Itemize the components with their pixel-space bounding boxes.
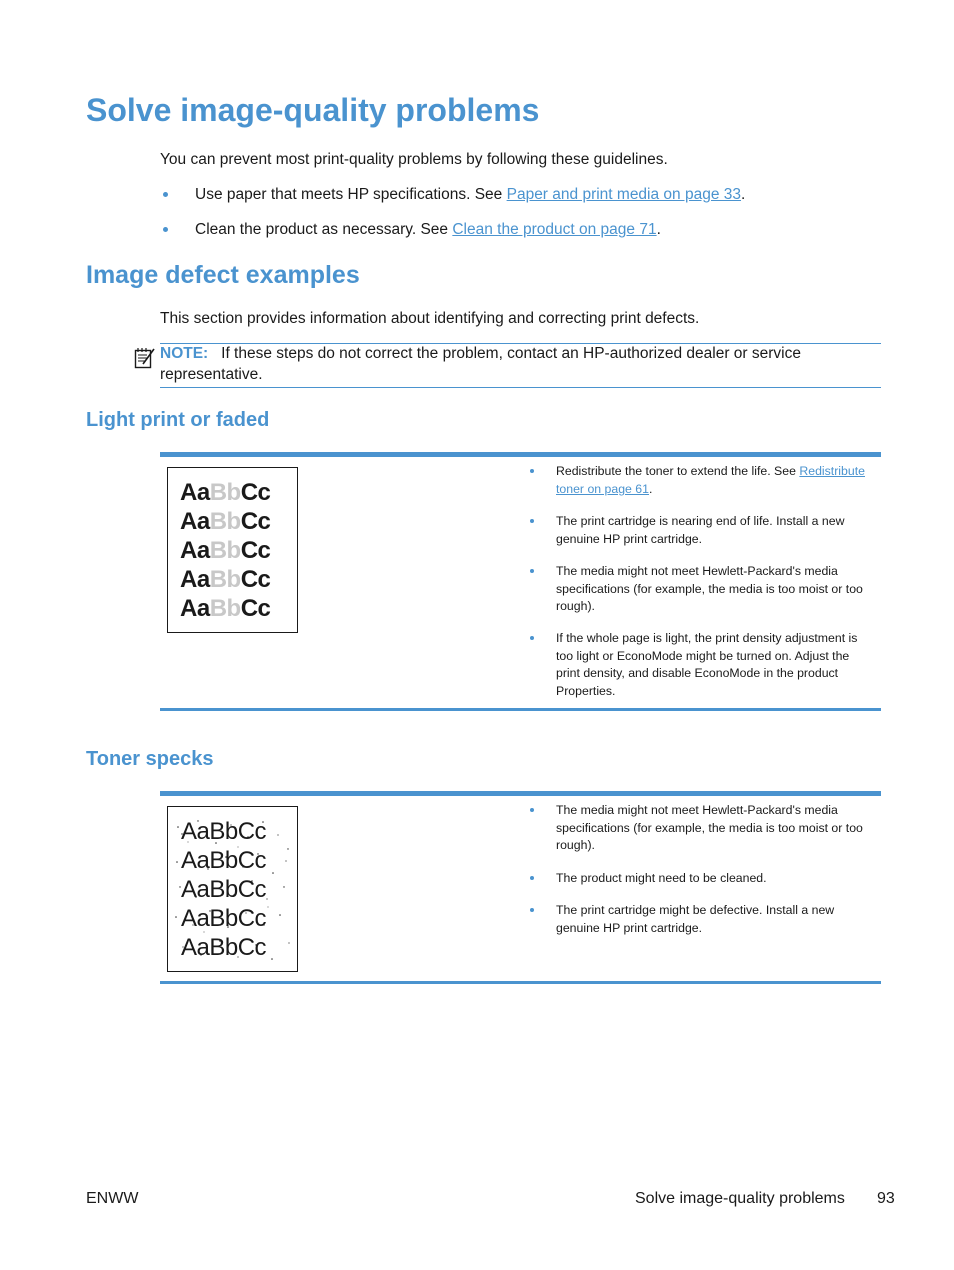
sample-line: AaBbCc <box>181 847 267 874</box>
sample-line: AaBbCc <box>181 934 267 961</box>
sample-dark-text: Cc <box>240 566 271 593</box>
sample-faded-text: Bb <box>209 508 241 535</box>
list-item: The media might not meet Hewlett-Packard's media specifications (for example, the media is too moist or too rough). <box>556 803 863 853</box>
sample-line: AaBbCc <box>181 905 267 932</box>
sample-dark-text: Aa <box>180 479 210 506</box>
light-print-heading: Light print or faded <box>86 409 270 431</box>
table-top-rule <box>160 791 881 796</box>
note-label: NOTE: <box>160 345 209 362</box>
table-bottom-rule <box>160 981 881 984</box>
sample-dark-text: Cc <box>240 508 271 535</box>
table-bottom-rule <box>160 708 881 711</box>
bullet-icon <box>530 808 534 812</box>
bullet-icon <box>530 519 534 523</box>
footer-section-title: Solve image-quality problems <box>635 1190 845 1207</box>
sample-faded-text: Bb <box>209 479 241 506</box>
list-item: The media might not meet Hewlett-Packard's media specifications (for example, the media is too moist or too rough). <box>556 564 863 614</box>
bullet-icon <box>530 469 534 473</box>
sample-line <box>180 594 270 623</box>
page-title: Solve image-quality problems <box>86 92 540 128</box>
bullet-icon <box>530 908 534 912</box>
sample-line <box>180 478 270 507</box>
sample-line <box>180 536 270 565</box>
sample-dark-text: Aa <box>180 508 210 535</box>
redistribute-toner-link[interactable]: Redistribute toner on page 61 <box>556 464 865 496</box>
list-item: The product might need to be cleaned. <box>556 871 767 885</box>
guideline-text: Clean the product as necessary. See <box>195 221 453 238</box>
sample-dark-text: Aa <box>180 537 210 564</box>
note-pad-icon <box>134 346 156 370</box>
sample-line: AaBbCc <box>181 818 267 845</box>
bullet-icon <box>530 636 534 640</box>
bullet-icon <box>163 227 168 232</box>
toner-specks-heading: Toner specks <box>86 748 214 770</box>
sample-dark-text: Cc <box>240 595 271 622</box>
note-line-1 <box>160 343 801 364</box>
sample-dark-text: Cc <box>240 537 271 564</box>
clean-product-link[interactable]: Clean the product on page 71 <box>452 221 657 238</box>
page-number: 93 <box>877 1190 895 1207</box>
item-text: Redistribute the toner to extend the life. See <box>556 464 800 478</box>
guideline-item <box>195 184 745 205</box>
section-heading: Image defect examples <box>86 261 360 289</box>
sample-dark-text: Aa <box>180 566 210 593</box>
sample-dark-text: Cc <box>240 479 271 506</box>
note-line-2: representative. <box>160 366 263 383</box>
bullet-icon <box>163 192 168 197</box>
toner-specks-sample-image <box>167 806 298 972</box>
list-item: If the whole page is light, the print density adjustment is too light or EconoMode might be turned on. Adjust the print density, and disable EconoMode in the product Properties. <box>556 631 858 699</box>
sample-faded-text: Bb <box>209 537 241 564</box>
footer-left: ENWW <box>86 1190 139 1207</box>
list-item: The print cartridge might be defective. Install a new genuine HP print cartridge. <box>556 903 835 935</box>
guideline-punct: . <box>656 221 661 238</box>
sample-faded-text: Bb <box>209 566 241 593</box>
guideline-punct: . <box>741 186 746 203</box>
light-print-sample-image <box>167 467 298 633</box>
sample-faded-text: Bb <box>209 595 241 622</box>
note-text: If these steps do not correct the problem, contact an HP-authorized dealer or service <box>221 345 801 362</box>
bullet-icon <box>530 876 534 880</box>
guideline-item <box>195 219 661 240</box>
guideline-text: Use paper that meets HP specifications. See <box>195 186 507 203</box>
bullet-icon <box>530 569 534 573</box>
item-punct: . <box>649 481 653 496</box>
section-intro: This section provides information about identifying and correcting print defects. <box>160 310 700 327</box>
list-item <box>556 463 876 498</box>
sample-line: AaBbCc <box>181 876 267 903</box>
paper-media-link[interactable]: Paper and print media on page 33 <box>506 186 742 203</box>
sample-line <box>180 507 270 536</box>
table-top-rule <box>160 452 881 457</box>
list-item: The print cartridge is nearing end of life. Install a new genuine HP print cartridge. <box>556 514 845 546</box>
intro-text: You can prevent most print-quality problems by following these guidelines. <box>160 151 668 168</box>
sample-dark-text: Aa <box>180 595 210 622</box>
sample-line <box>180 565 270 594</box>
